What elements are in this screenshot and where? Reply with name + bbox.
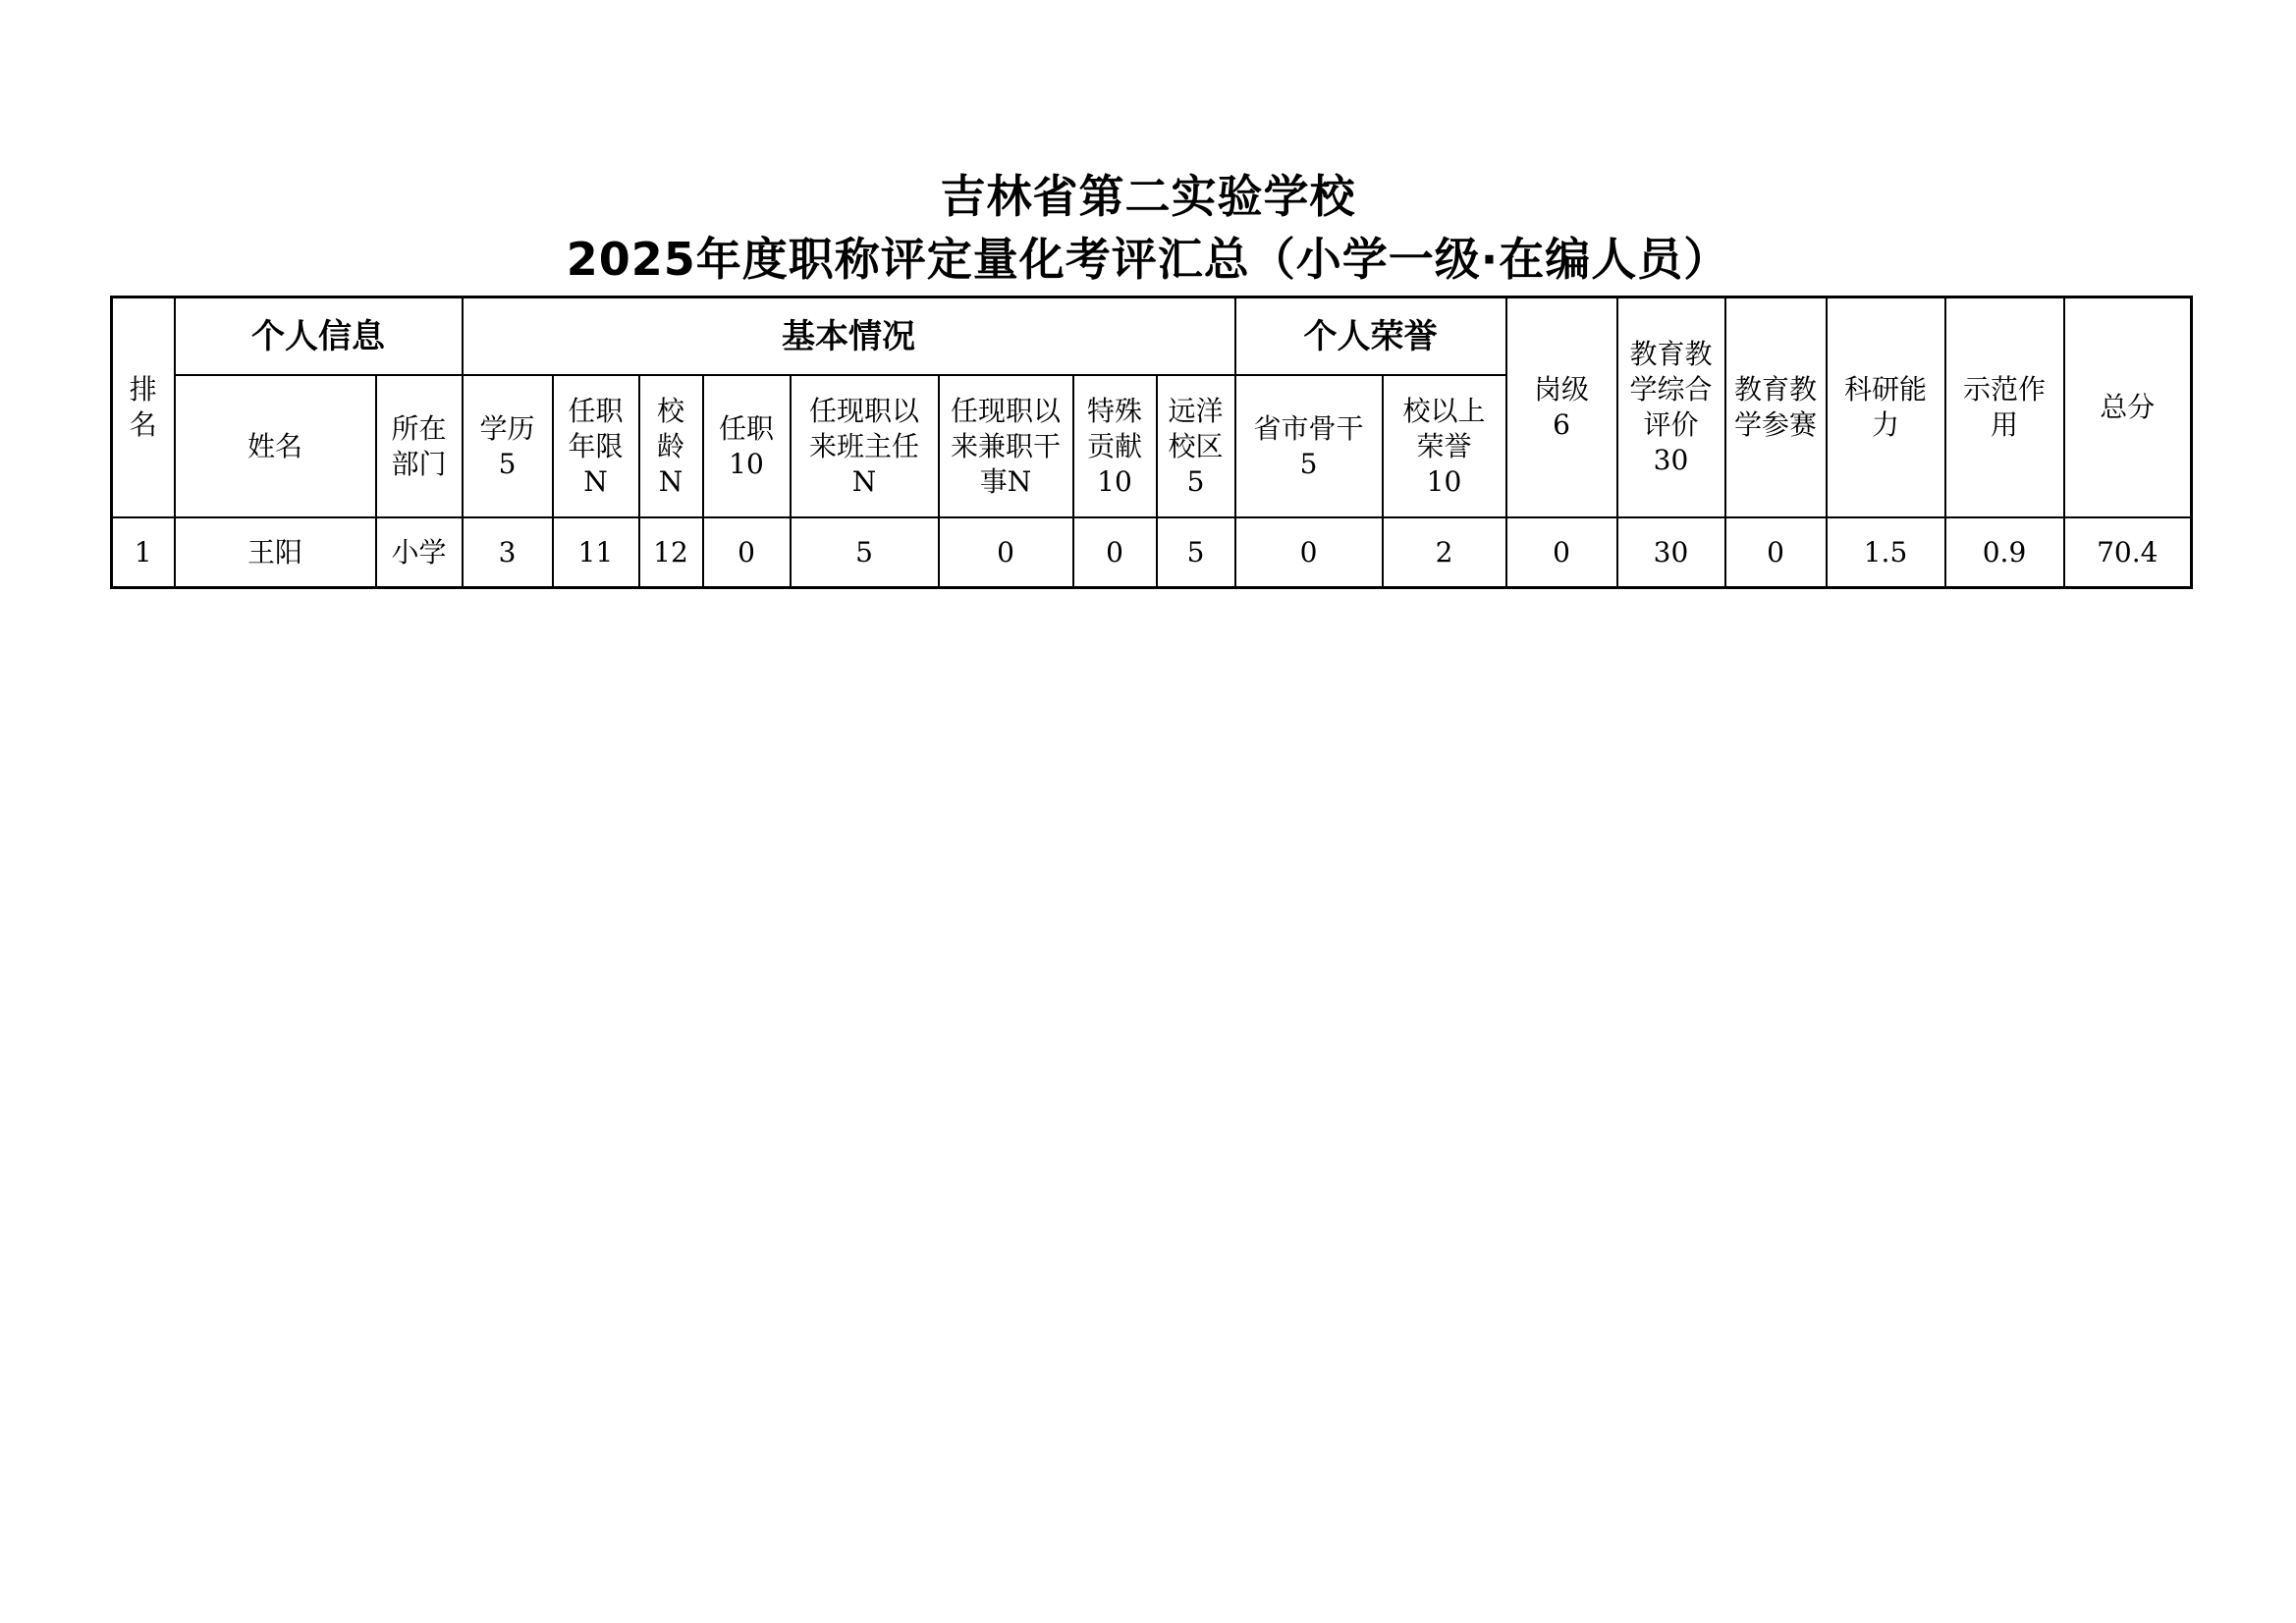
header-department: 所在 部门 [376, 375, 463, 517]
cell-demonstration: 0.9 [1945, 517, 2064, 588]
header-total: 总分 [2064, 298, 2192, 518]
header-rank: 排 名 [112, 298, 175, 518]
header-tenure-years: 任职 年限 N [553, 375, 639, 517]
header-tenure: 任职 10 [703, 375, 791, 517]
header-special-contribution: 特殊 贡献 10 [1073, 375, 1157, 517]
header-part-time-cadre: 任现职以 来兼职干 事N [939, 375, 1073, 517]
table-row [112, 517, 2192, 588]
cell-tenure-years: 11 [553, 517, 639, 588]
cell-tenure: 0 [703, 517, 791, 588]
header-head-teacher: 任现职以 来班主任 N [791, 375, 939, 517]
header-post-level: 岗级 6 [1506, 298, 1617, 518]
header-comprehensive-eval: 教育教 学综合 评价 30 [1617, 298, 1725, 518]
cell-school-honor: 2 [1383, 517, 1506, 588]
cell-rank: 1 [112, 517, 175, 588]
header-school-years: 校 龄 N [639, 375, 703, 517]
header-name: 姓名 [175, 375, 376, 517]
cell-comprehensive-eval: 30 [1617, 517, 1725, 588]
cell-post-level: 0 [1506, 517, 1617, 588]
report-title: 2025年度职称评定量化考评汇总（小学一级·在编人员） [566, 233, 1730, 286]
cell-research: 1.5 [1827, 517, 1945, 588]
group-personal-honor: 个人荣誉 [1235, 298, 1506, 376]
group-basic-situation: 基本情况 [463, 298, 1235, 376]
cell-total: 70.4 [2064, 517, 2192, 588]
page-title [0, 165, 2296, 291]
cell-school-years: 12 [639, 517, 703, 588]
group-personal-info: 个人信息 [175, 298, 463, 376]
cell-head-teacher: 5 [791, 517, 939, 588]
cell-yuanyang-campus: 5 [1157, 517, 1235, 588]
school-name: 吉林省第二实验学校 [940, 170, 1356, 223]
cell-provincial-backbone: 0 [1235, 517, 1383, 588]
score-table [110, 296, 2193, 589]
header-provincial-backbone: 省市骨干 5 [1235, 375, 1383, 517]
cell-part-time-cadre: 0 [939, 517, 1073, 588]
cell-competition: 0 [1725, 517, 1827, 588]
header-competition: 教育教 学参赛 [1725, 298, 1827, 518]
header-education: 学历 5 [463, 375, 553, 517]
cell-education: 3 [463, 517, 553, 588]
cell-department: 小学 [376, 517, 463, 588]
header-school-honor: 校以上 荣誉 10 [1383, 375, 1506, 517]
cell-name: 王阳 [175, 517, 376, 588]
cell-special-contribution: 0 [1073, 517, 1157, 588]
header-yuanyang-campus: 远洋 校区 5 [1157, 375, 1235, 517]
header-demonstration: 示范作 用 [1945, 298, 2064, 518]
header-research: 科研能 力 [1827, 298, 1945, 518]
